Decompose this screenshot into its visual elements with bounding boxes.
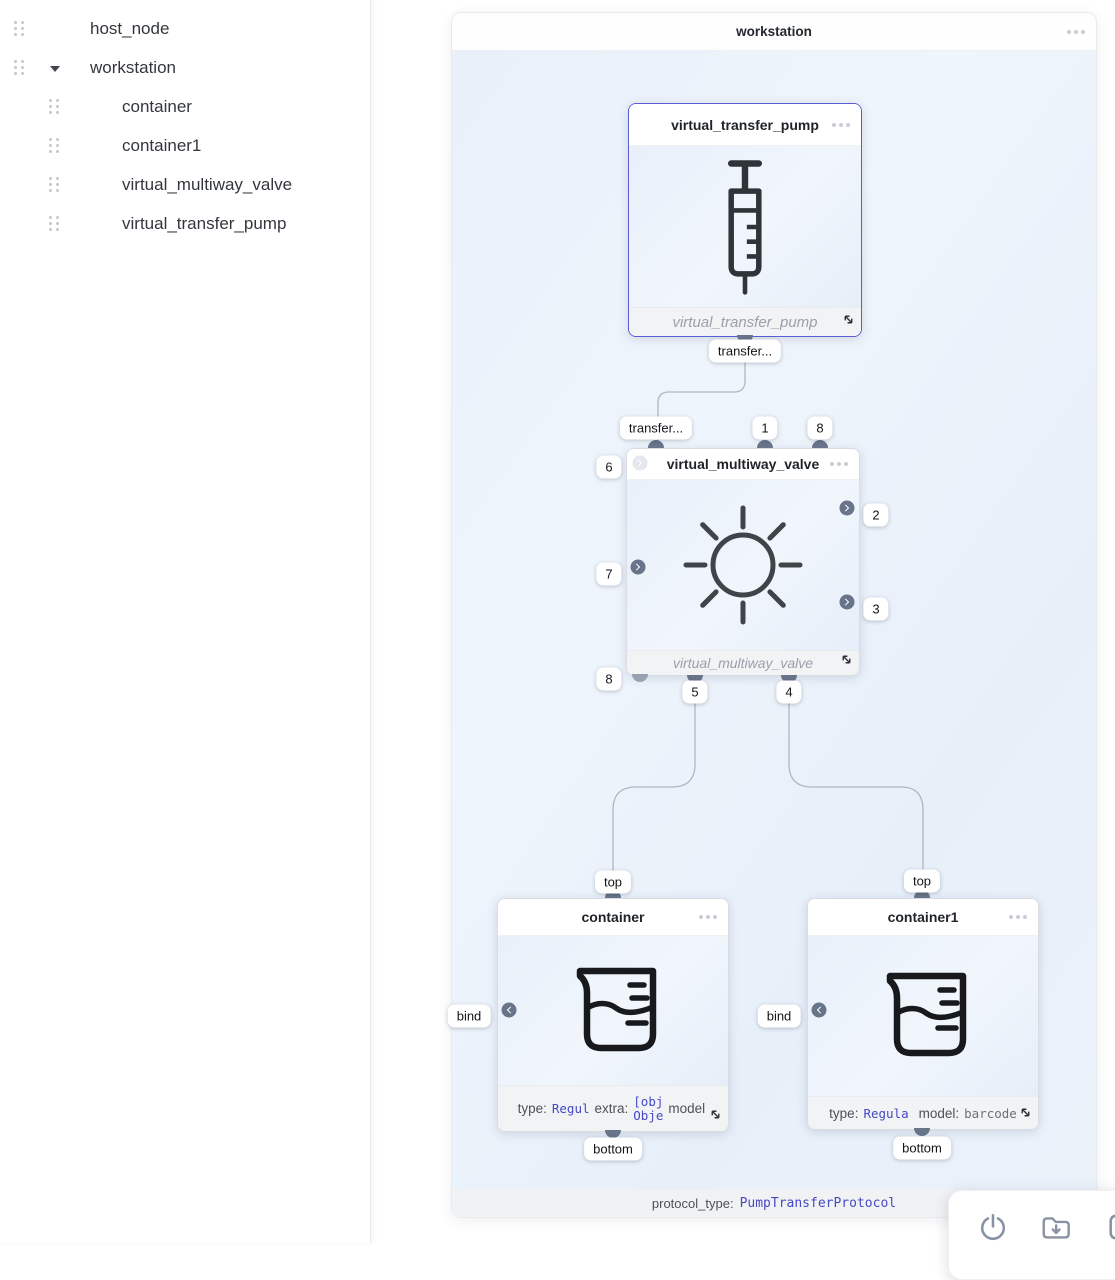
chevron-down-icon[interactable] [50, 66, 60, 72]
port-valve-6[interactable] [633, 456, 648, 471]
port-label-valve-6[interactable]: 6 [596, 456, 621, 479]
node-header[interactable] [808, 899, 1038, 936]
sidebar-item-container[interactable] [0, 87, 370, 126]
port-label-container1-top[interactable]: top [904, 870, 940, 893]
node-footer [627, 650, 859, 675]
node-container1[interactable] [807, 898, 1039, 1130]
sidebar-item-host-node[interactable] [0, 9, 370, 48]
port-container-bind[interactable] [502, 1003, 517, 1018]
more-options-icon[interactable] [1067, 30, 1085, 34]
port-valve-7[interactable] [631, 560, 646, 575]
beaker-icon [873, 960, 973, 1072]
node-virtual-transfer-pump[interactable] [628, 103, 862, 337]
drag-handle-icon[interactable] [14, 60, 24, 75]
workstation-group-header[interactable] [452, 13, 1096, 51]
sidebar [0, 0, 371, 1243]
node-title: container1 [887, 909, 959, 925]
node-body [498, 936, 728, 1085]
port-valve-3[interactable] [840, 595, 855, 610]
node-title: virtual_multiway_valve [666, 456, 820, 472]
drag-handle-icon[interactable] [49, 177, 59, 192]
port-valve-2[interactable] [840, 501, 855, 516]
protocol-type-label: protocol_type: [651, 1195, 734, 1211]
document-icon[interactable] [1103, 1211, 1115, 1248]
node-header[interactable] [498, 899, 728, 936]
drag-handle-icon[interactable] [49, 216, 59, 231]
sidebar-item-virtual-transfer-pump[interactable] [0, 204, 370, 243]
node-body [808, 936, 1038, 1096]
port-label-valve-2[interactable]: 2 [863, 504, 888, 527]
extra-value: [obj Obje [633, 1094, 664, 1123]
drag-handle-icon[interactable] [14, 21, 24, 36]
sidebar-item-container1[interactable] [0, 126, 370, 165]
port-label-container-bottom[interactable]: bottom [584, 1138, 642, 1161]
resize-icon[interactable] [840, 653, 853, 671]
model-label: model [668, 1101, 706, 1116]
port-label-container-top[interactable]: top [595, 871, 631, 894]
type-label: type: [829, 1105, 859, 1121]
node-body [629, 146, 861, 307]
folder-download-icon[interactable] [1039, 1211, 1073, 1248]
more-options-icon[interactable] [830, 462, 848, 466]
beaker-icon [563, 955, 663, 1067]
port-label-container-bind[interactable]: bind [448, 1005, 491, 1028]
port-label-container1-bind[interactable]: bind [758, 1005, 801, 1028]
more-options-icon[interactable] [699, 915, 717, 919]
resize-icon[interactable] [842, 313, 855, 331]
sidebar-item-virtual-multiway-valve[interactable] [0, 165, 370, 204]
tree-item-label: virtual_multiway_valve [122, 174, 293, 194]
node-virtual-multiway-valve[interactable] [626, 448, 860, 676]
port-label-container1-bottom[interactable]: bottom [893, 1137, 951, 1160]
protocol-type-value: PumpTransferProtocol [739, 1195, 897, 1211]
port-label-valve-3[interactable]: 3 [863, 598, 888, 621]
node-header[interactable] [627, 449, 859, 480]
sidebar-item-workstation[interactable] [0, 48, 370, 87]
tree-item-label: host_node [90, 18, 170, 38]
node-footer [808, 1096, 1038, 1129]
syringe-icon [722, 156, 768, 298]
tree-item-label: container1 [122, 135, 202, 155]
node-title: virtual_transfer_pump [671, 116, 819, 133]
resize-icon[interactable] [709, 1108, 722, 1126]
more-options-icon[interactable] [832, 123, 850, 127]
port-label-valve-4[interactable]: 4 [776, 681, 801, 704]
extra-label: extra: [594, 1101, 629, 1116]
node-container[interactable] [497, 898, 729, 1132]
port-container1-bind[interactable] [812, 1003, 827, 1018]
multiway-valve-icon [683, 505, 803, 625]
canvas-toolbar [948, 1190, 1115, 1280]
resize-icon[interactable] [1019, 1106, 1032, 1124]
type-value: Regula [863, 1105, 909, 1121]
port-label-valve-1[interactable]: 1 [752, 417, 777, 440]
tree-item-label: container [122, 96, 192, 116]
port-label-valve-8-top[interactable]: 8 [807, 417, 832, 440]
port-label-valve-7[interactable]: 7 [596, 563, 621, 586]
power-icon[interactable] [977, 1211, 1009, 1248]
node-footer [498, 1085, 728, 1131]
drag-handle-icon[interactable] [49, 99, 59, 114]
node-body [627, 480, 859, 650]
node-footer [629, 307, 861, 336]
node-footer-label: virtual_transfer_pump [672, 313, 818, 331]
node-title: container [581, 909, 645, 925]
type-value: Regul [551, 1101, 590, 1116]
node-tree [0, 0, 370, 243]
model-label: model: [918, 1105, 960, 1121]
drag-handle-icon[interactable] [49, 138, 59, 153]
port-label-valve-5[interactable]: 5 [682, 681, 707, 704]
model-value: barcode [964, 1105, 1017, 1121]
group-title: workstation [736, 24, 812, 39]
tree-item-label: virtual_transfer_pump [122, 213, 287, 233]
more-options-icon[interactable] [1009, 915, 1027, 919]
tree-item-label: workstation [90, 57, 176, 77]
port-label-valve-8-left[interactable]: 8 [596, 668, 621, 691]
port-label-pump-transfer[interactable]: transfer... [709, 340, 781, 363]
port-label-valve-transfer[interactable]: transfer... [620, 417, 692, 440]
node-footer-label: virtual_multiway_valve [672, 655, 814, 671]
type-label: type: [517, 1101, 547, 1116]
node-header[interactable] [629, 104, 861, 146]
